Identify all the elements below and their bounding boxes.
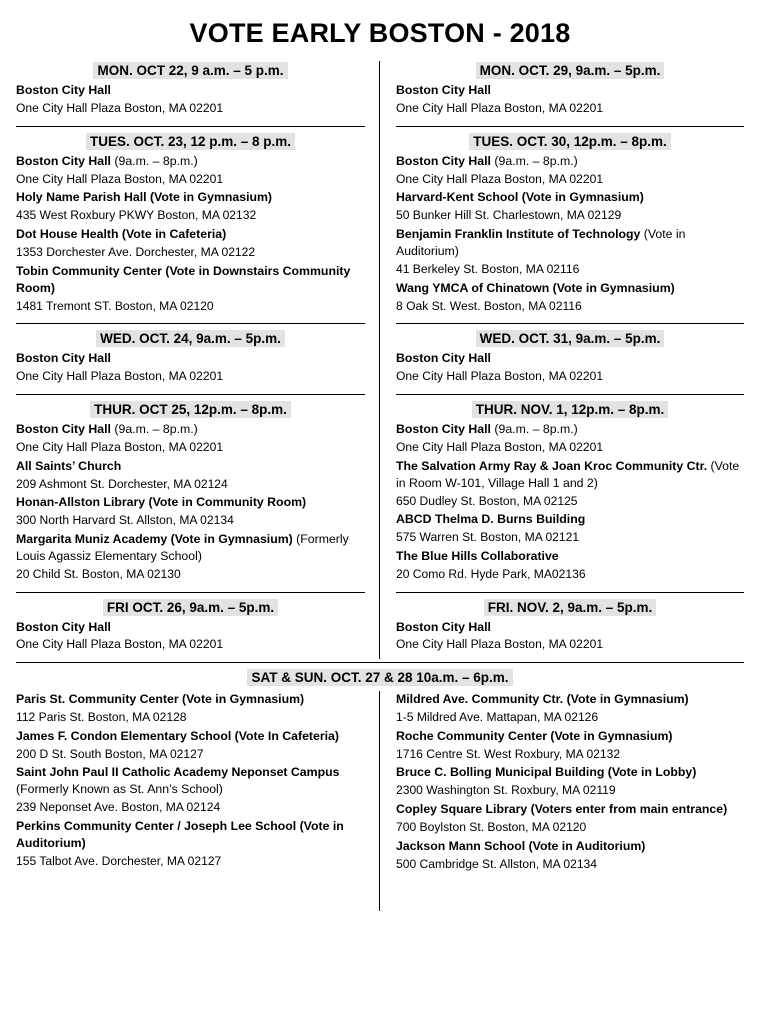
location-address: 1-5 Mildred Ave. Mattapan, MA 02126: [396, 710, 599, 725]
location-name: Paris St. Community Center (Vote in Gymnasium): [16, 692, 305, 707]
weekend-header: [16, 670, 744, 685]
location-entry: [396, 82, 744, 99]
day-block: [16, 592, 365, 660]
day-header-text: WED. OCT. 31, 9a.m. – 5p.m.: [476, 330, 665, 347]
day-header: [16, 63, 365, 78]
location-address: 41 Berkeley St. Boston, MA 02116: [396, 261, 580, 276]
day-block: [396, 63, 744, 123]
weekend-body: [16, 691, 744, 911]
weekend-column-left: [16, 691, 380, 911]
location-note: (9a.m. – 8p.m.): [110, 421, 198, 436]
location-name: James F. Condon Elementary School (Vote In Cafeteria): [16, 728, 339, 743]
day-block: [396, 323, 744, 391]
location-address: 155 Talbot Ave. Dorchester, MA 02127: [16, 854, 222, 869]
location-name: Copley Square Library (Voters enter from main entrance): [396, 802, 728, 817]
location-note: (Vote in Auditorium): [396, 226, 686, 258]
location-entry: [396, 226, 744, 260]
location-entry: [16, 691, 365, 708]
location-address: 20 Como Rd. Hyde Park, MA02136: [396, 566, 586, 581]
day-header: [16, 331, 365, 346]
day-block: [396, 592, 744, 660]
location-entry: [396, 838, 744, 855]
location-address: 20 Child St. Boston, MA 02130: [16, 566, 181, 581]
location-address: 8 Oak St. West. Boston, MA 02116: [396, 298, 582, 313]
location-entry: [396, 691, 744, 708]
location-entry: [396, 511, 744, 528]
location-address: One City Hall Plaza Boston, MA 02201: [396, 369, 604, 384]
location-entry: [16, 728, 365, 745]
location-name: Boston City Hall: [396, 619, 491, 634]
day-header-text: MON. OCT 22, 9 a.m. – 5 p.m.: [93, 62, 287, 79]
location-address: 650 Dudley St. Boston, MA 02125: [396, 493, 578, 508]
location-address: One City Hall Plaza Boston, MA 02201: [396, 100, 604, 115]
location-name: Boston City Hall: [16, 83, 111, 97]
location-name: Boston City Hall: [16, 351, 111, 366]
weekend-column-right: [380, 691, 744, 911]
location-name: Dot House Health (Vote in Cafeteria): [16, 226, 227, 241]
location-name: Wang YMCA of Chinatown (Vote in Gymnasium): [396, 280, 675, 295]
weekend-section: [16, 662, 744, 911]
location-name: All Saints’ Church: [16, 458, 122, 473]
day-header-text: THUR. OCT 25, 12p.m. – 8p.m.: [90, 401, 291, 418]
location-address: 209 Ashmont St. Dorchester, MA 02124: [16, 476, 228, 491]
location-entry: [396, 421, 744, 438]
location-entry: [396, 801, 744, 818]
location-entry: [16, 82, 365, 99]
location-address: 239 Neponset Ave. Boston, MA 02124: [16, 800, 221, 815]
location-address: 112 Paris St. Boston, MA 02128: [16, 710, 187, 725]
location-name: Benjamin Franklin Institute of Technology: [396, 226, 641, 241]
location-note: (Formerly Known as St. Ann’s School): [16, 782, 223, 797]
location-note: (9a.m. – 8p.m.): [110, 153, 198, 168]
location-entry: [396, 764, 744, 781]
location-name: Perkins Community Center / Joseph Lee School (Vote in Auditorium): [16, 819, 344, 851]
day-header: [396, 331, 744, 346]
location-name: ABCD Thelma D. Burns Building: [396, 512, 586, 527]
schedule-column-left: [16, 61, 380, 659]
location-address: 2300 Washington St. Roxbury, MA 02119: [396, 783, 616, 798]
location-name: Holy Name Parish Hall (Vote in Gymnasium): [16, 190, 273, 205]
location-name: Boston City Hall: [396, 421, 491, 436]
location-address: 575 Warren St. Boston, MA 02121: [396, 530, 580, 545]
day-header: [16, 600, 365, 615]
location-entry: [16, 494, 365, 511]
weekend-header-text: SAT & SUN. OCT. 27 & 28 10a.m. – 6p.m.: [247, 669, 512, 686]
location-address: One City Hall Plaza Boston, MA 02201: [396, 171, 604, 186]
location-entry: [16, 818, 365, 852]
location-entry: [16, 189, 365, 206]
location-name: Roche Community Center (Vote in Gymnasium): [396, 728, 673, 743]
location-address: 1353 Dorchester Ave. Dorchester, MA 02122: [16, 244, 256, 259]
location-name: The Salvation Army Ray & Joan Kroc Community Ctr.: [396, 458, 708, 473]
location-address: One City Hall Plaza Boston, MA 02201: [16, 439, 224, 454]
location-name: Saint John Paul II Catholic Academy Neponset Campus: [16, 765, 340, 780]
day-block: [16, 126, 365, 321]
day-header: [396, 134, 744, 149]
location-entry: [16, 350, 365, 367]
day-header-text: TUES. OCT. 23, 12 p.m. – 8 p.m.: [86, 133, 295, 150]
location-entry: [396, 548, 744, 565]
day-header-text: TUES. OCT. 30, 12p.m. – 8p.m.: [469, 133, 671, 150]
day-header: [396, 402, 744, 417]
location-name: Boston City Hall: [396, 83, 491, 97]
location-name: Honan-Allston Library (Vote in Community Room): [16, 495, 307, 510]
location-name: Boston City Hall: [16, 153, 111, 168]
location-note: (Vote in Room W-101, Village Hall 1 and 2): [396, 458, 740, 490]
day-header: [16, 402, 365, 417]
day-block: [396, 126, 744, 321]
location-address: One City Hall Plaza Boston, MA 02201: [396, 439, 604, 454]
day-header: [396, 600, 744, 615]
location-name: Boston City Hall: [396, 153, 491, 168]
day-block: [16, 394, 365, 589]
location-address: 500 Cambridge St. Allston, MA 02134: [396, 856, 598, 871]
day-block: [16, 63, 365, 123]
location-entry: [16, 458, 365, 475]
location-entry: [396, 458, 744, 492]
day-header: [396, 63, 744, 78]
location-address: 700 Boylston St. Boston, MA 02120: [396, 820, 587, 835]
day-header: [16, 134, 365, 149]
location-name: Boston City Hall: [16, 421, 111, 436]
day-header-text: FRI. NOV. 2, 9a.m. – 5p.m.: [484, 599, 657, 616]
location-name: Mildred Ave. Community Ctr. (Vote in Gymnasium): [396, 692, 689, 707]
location-entry: [16, 153, 365, 170]
day-block: [16, 323, 365, 391]
location-entry: [16, 764, 365, 798]
location-address: 1716 Centre St. West Roxbury, MA 02132: [396, 746, 621, 761]
page-title: VOTE EARLY BOSTON - 2018: [189, 18, 571, 48]
location-entry: [16, 226, 365, 243]
location-name: Tobin Community Center (Vote in Downstairs Community Room): [16, 263, 351, 295]
location-address: 300 North Harvard St. Allston, MA 02134: [16, 513, 234, 528]
day-header-text: THUR. NOV. 1, 12p.m. – 8p.m.: [472, 401, 669, 418]
location-address: One City Hall Plaza Boston, MA 02201: [16, 369, 224, 384]
location-address: One City Hall Plaza Boston, MA 02201: [16, 100, 224, 115]
location-entry: [396, 189, 744, 206]
location-address: 200 D St. South Boston, MA 02127: [16, 746, 204, 761]
schedule-column-right: [380, 61, 744, 659]
location-entry: [396, 153, 744, 170]
location-name: Boston City Hall: [396, 351, 491, 366]
location-name: Harvard-Kent School (Vote in Gymnasium): [396, 190, 644, 205]
location-name: Boston City Hall: [16, 619, 111, 634]
location-entry: [396, 728, 744, 745]
location-address: 50 Bunker Hill St. Charlestown, MA 02129: [396, 208, 622, 223]
location-entry: [16, 421, 365, 438]
location-name: Margarita Muniz Academy (Vote in Gymnasium): [16, 531, 293, 546]
location-entry: [396, 280, 744, 297]
location-note: (Formerly Louis Agassiz Elementary School): [16, 531, 349, 563]
location-name: Bruce C. Bolling Municipal Building (Vote in Lobby): [396, 765, 697, 780]
location-note: (9a.m. – 8p.m.): [490, 153, 578, 168]
schedule-grid: [16, 61, 744, 659]
location-entry: [16, 531, 365, 565]
location-address: 1481 Tremont ST. Boston, MA 02120: [16, 298, 214, 313]
location-address: One City Hall Plaza Boston, MA 02201: [396, 637, 604, 652]
location-entry: [16, 263, 365, 297]
location-note: (9a.m. – 8p.m.): [490, 421, 578, 436]
day-header-text: WED. OCT. 24, 9a.m. – 5p.m.: [96, 330, 285, 347]
location-entry: [16, 619, 365, 636]
location-address: One City Hall Plaza Boston, MA 02201: [16, 171, 224, 186]
location-entry: [396, 619, 744, 636]
day-block: [396, 394, 744, 589]
location-address: 435 West Roxbury PKWY Boston, MA 02132: [16, 208, 257, 223]
location-name: Jackson Mann School (Vote in Auditorium): [396, 838, 646, 853]
location-address: One City Hall Plaza Boston, MA 02201: [16, 637, 224, 652]
day-header-text: MON. OCT. 29, 9a.m. – 5p.m.: [476, 62, 665, 79]
day-header-text: FRI OCT. 26, 9a.m. – 5p.m.: [103, 599, 278, 616]
location-entry: [396, 350, 744, 367]
location-name: The Blue Hills Collaborative: [396, 548, 559, 563]
